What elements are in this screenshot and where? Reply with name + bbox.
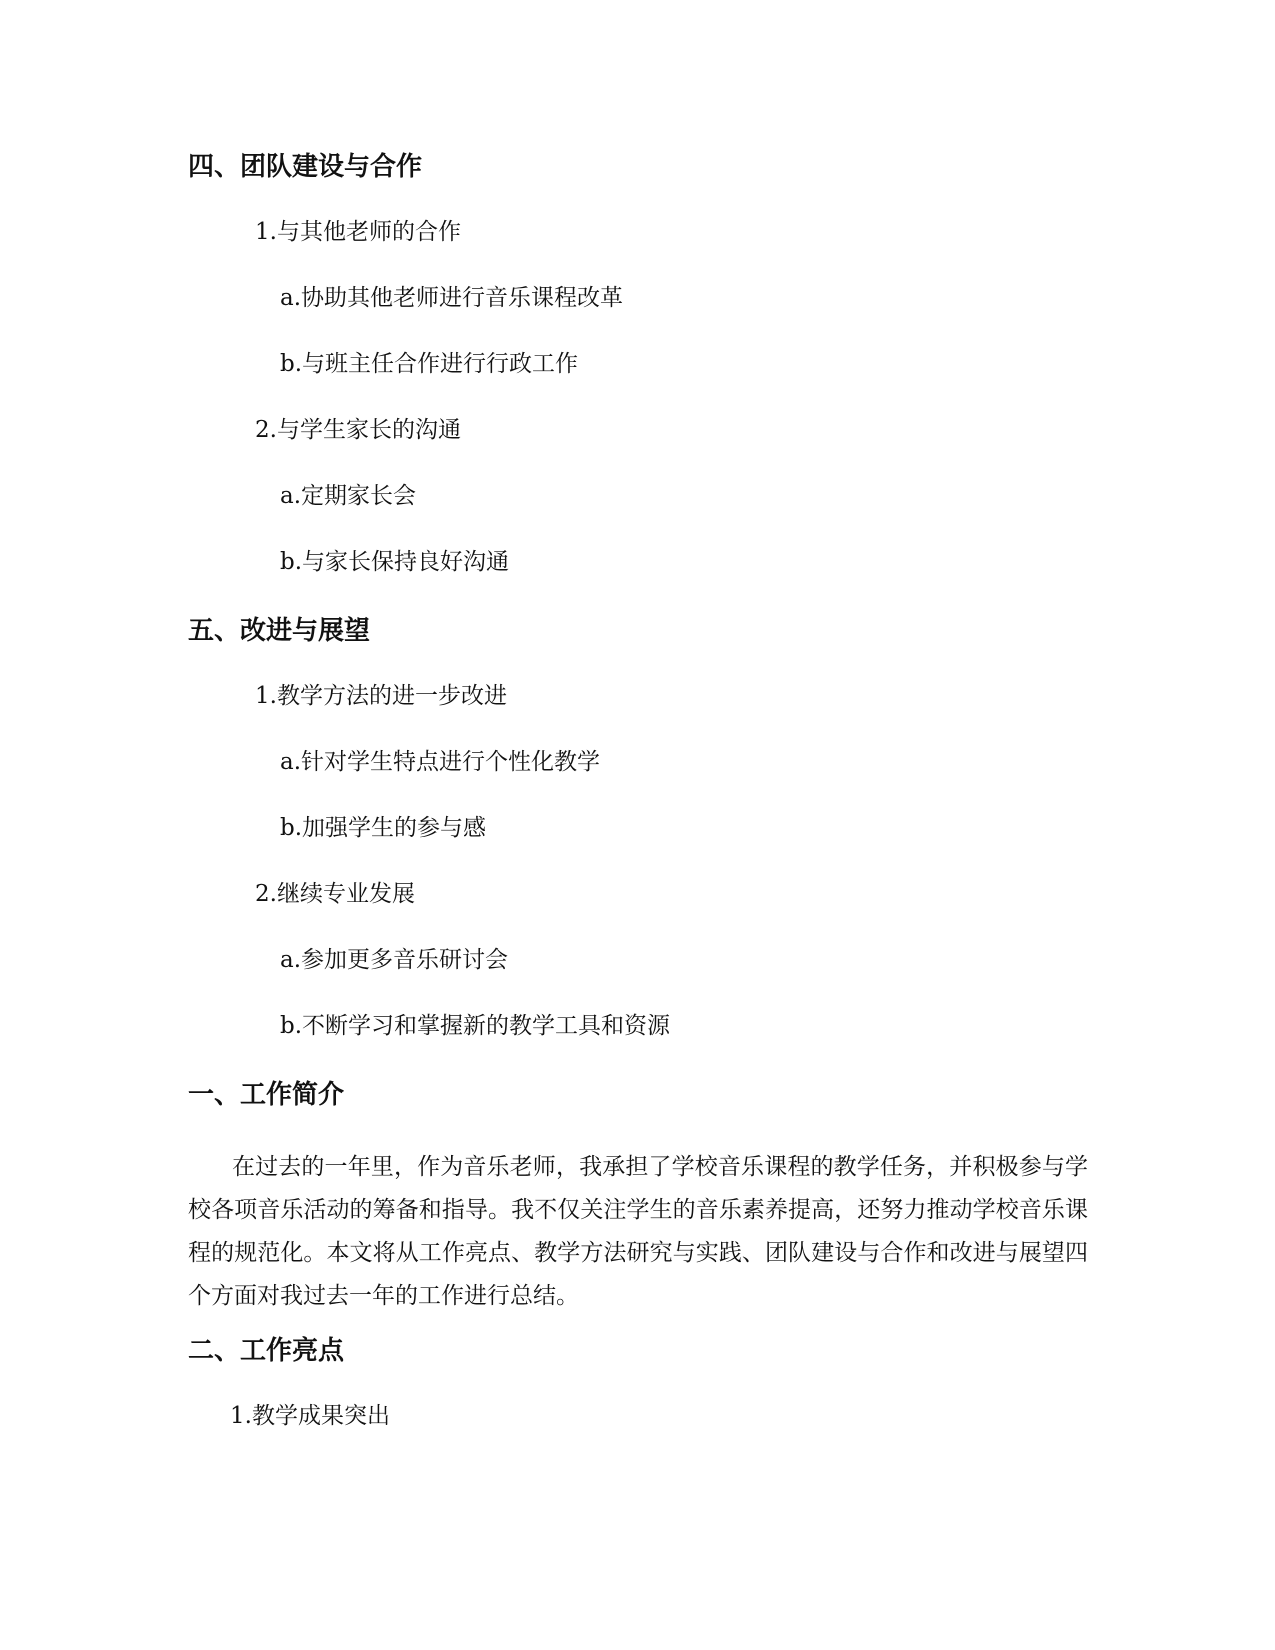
list-item: 1.教学方法的进一步改进	[255, 683, 507, 709]
list-item: 1.与其他老师的合作	[255, 219, 461, 245]
list-item: a.定期家长会	[280, 483, 417, 509]
list-item: b.加强学生的参与感	[280, 815, 487, 841]
intro-paragraph: 在过去的一年里，作为音乐老师，我承担了学校音乐课程的教学任务，并积极参与学校各项音乐活动的筹备和指导。我不仅关注学生的音乐素养提高，还努力推动学校音乐课程的规范化。本文将从工作亮点、教学方法研究与实践、团队建设与合作和改进与展望四个方面对我过去一年的工作进行总结。	[188, 1154, 1088, 1309]
list-item: a.协助其他老师进行音乐课程改革	[280, 285, 624, 311]
section-heading-improvement: 五、改进与展望	[188, 616, 371, 646]
list-item: 1.教学成果突出	[230, 1403, 390, 1429]
section-heading-highlights: 二、工作亮点	[188, 1336, 345, 1366]
list-item: b.与班主任合作进行行政工作	[280, 351, 579, 377]
list-item: 2.继续专业发展	[255, 881, 415, 907]
section-heading-team-building: 四、团队建设与合作	[188, 152, 423, 182]
list-item: a.参加更多音乐研讨会	[280, 947, 509, 973]
list-item: b.不断学习和掌握新的教学工具和资源	[280, 1013, 671, 1039]
list-item: 2.与学生家长的沟通	[255, 417, 461, 443]
list-item: a.针对学生特点进行个性化教学	[280, 749, 601, 775]
list-item: b.与家长保持良好沟通	[280, 549, 510, 575]
section-heading-work-intro: 一、工作简介	[188, 1080, 345, 1110]
